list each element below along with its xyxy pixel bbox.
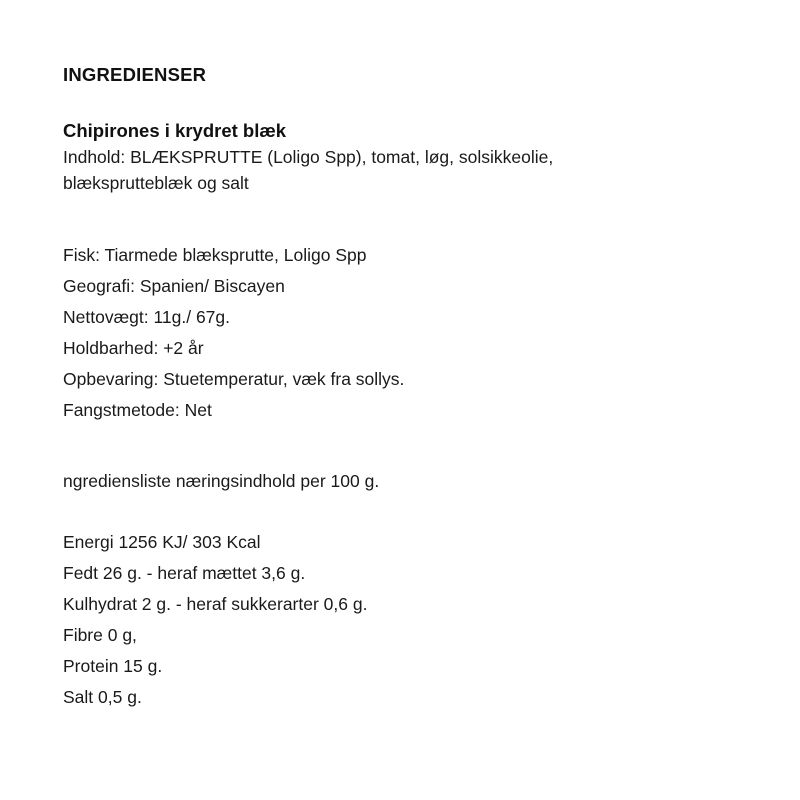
nutrition-row-fedt: Fedt 26 g. - heraf mættet 3,6 g. (63, 563, 306, 583)
product-name: Chipirones i krydret blæk (63, 120, 287, 141)
nutrition-row-fibre: Fibre 0 g, (63, 625, 137, 645)
product-ingredients-text: Indhold: BLÆKSPRUTTE (Loligo Spp), tomat, løg, solsikkeolie, blæksprutteblæk og salt (63, 147, 554, 193)
nutrition-row-protein: Protein 15 g. (63, 656, 163, 676)
page-content (63, 62, 753, 713)
nutrition-row-energi: Energi 1256 KJ/ 303 Kcal (63, 532, 261, 552)
detail-row-opbevaring: Opbevaring: Stuetemperatur, væk fra sollys. (63, 369, 405, 389)
detail-row-fisk: Fisk: Tiarmede blæksprutte, Loligo Spp (63, 245, 367, 265)
product-summary (63, 118, 753, 196)
detail-row-nettovaegt: Nettovægt: 11g./ 67g. (63, 307, 231, 327)
product-detail-list (63, 240, 753, 426)
page-title: INGREDIENSER (63, 64, 207, 85)
nutrition-heading: ngrediensliste næringsindhold per 100 g. (63, 471, 380, 491)
detail-row-fangstmetode: Fangstmetode: Net (63, 400, 212, 420)
detail-row-holdbarhed: Holdbarhed: +2 år (63, 338, 204, 358)
nutrition-list (63, 527, 753, 713)
detail-row-geografi: Geografi: Spanien/ Biscayen (63, 276, 285, 296)
nutrition-row-kulhydrat: Kulhydrat 2 g. - heraf sukkerarter 0,6 g. (63, 594, 368, 614)
nutrition-row-salt: Salt 0,5 g. (63, 687, 142, 707)
